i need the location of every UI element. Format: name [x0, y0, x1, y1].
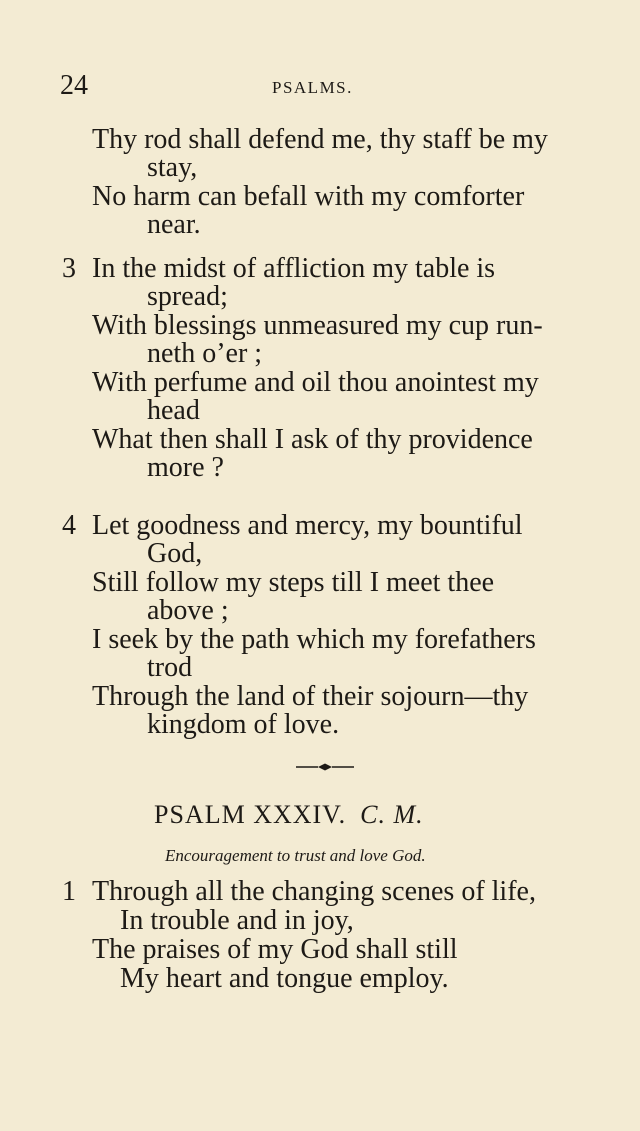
verse-line: Let goodness and mercy, my bountiful	[92, 510, 523, 541]
verse-line: The praises of my God shall still	[92, 934, 458, 965]
psalm-meter: C. M.	[360, 800, 424, 829]
verse-line: head	[147, 395, 200, 426]
verse-line: kingdom of love.	[147, 709, 340, 740]
verse-line: Thy rod shall defend me, thy staff be my	[92, 124, 548, 155]
verse-line: spread;	[147, 281, 228, 312]
psalm-subtitle: Encouragement to trust and love God.	[165, 846, 426, 865]
verse-line: No harm can befall with my comforter	[92, 181, 525, 212]
verse-line: What then shall I ask of thy providence	[92, 424, 533, 455]
psalm-heading: PSALM XXXIV.	[154, 800, 347, 829]
verse-line: I seek by the path which my forefathers	[92, 624, 536, 655]
psalm-title	[154, 800, 424, 830]
stanza-number: 1	[62, 876, 76, 907]
verse-line: In the midst of affliction my table is	[92, 253, 496, 284]
verse-line: With blessings unmeasured my cup run-	[92, 310, 543, 341]
verse-line: Through all the changing scenes of life,	[92, 876, 536, 907]
verse-line: Still follow my steps till I meet thee	[92, 567, 495, 598]
verse-line: God,	[147, 538, 203, 569]
verse-line: trod	[147, 652, 193, 683]
verse-line: stay,	[147, 152, 198, 183]
verse-line: near.	[147, 209, 201, 240]
verse-line: My heart and tongue employ.	[120, 963, 449, 994]
page-number: 24	[60, 70, 88, 101]
stanza-number: 4	[62, 510, 76, 541]
stanza-number: 3	[62, 253, 76, 284]
verse-line: neth o’er ;	[147, 338, 263, 369]
verse-line: above ;	[147, 595, 229, 626]
verse-line: more ?	[147, 452, 224, 483]
page-header	[0, 70, 640, 110]
running-head: PSALMS.	[272, 78, 353, 97]
verse-line: Through the land of their sojourn—thy	[92, 681, 529, 712]
verse-line: In trouble and in joy,	[120, 905, 354, 936]
ornament-divider	[296, 762, 354, 772]
verse-line: With perfume and oil thou anointest my	[92, 367, 539, 398]
